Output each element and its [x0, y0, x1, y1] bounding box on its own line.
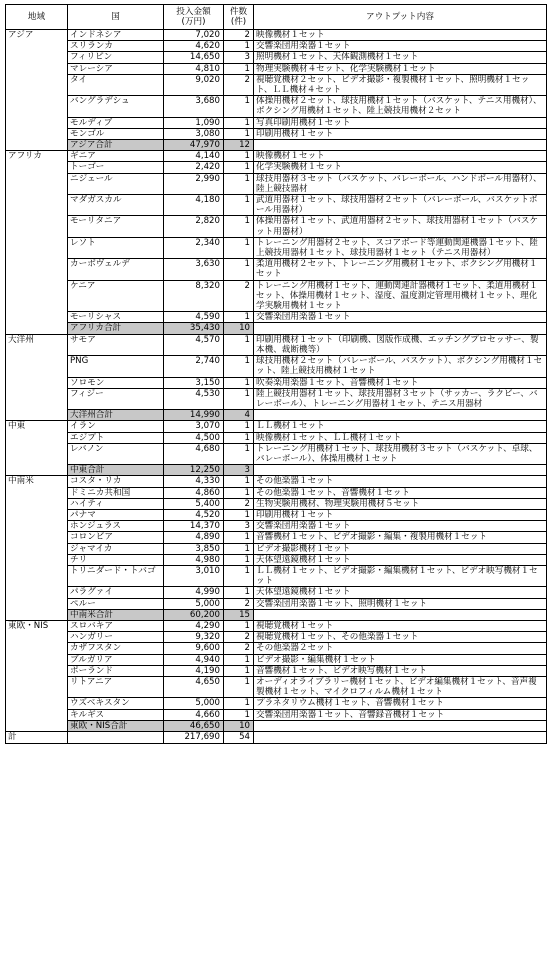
subtotal-count: 3 — [224, 465, 254, 476]
count-cell: 1 — [224, 388, 254, 409]
country-cell: PNG — [68, 356, 164, 377]
subtotal-output-empty — [254, 720, 547, 731]
subtotal-amount: 46,650 — [164, 720, 224, 731]
country-cell: イラン — [68, 421, 164, 432]
table-row — [6, 280, 547, 312]
count-cell: 1 — [224, 709, 254, 720]
country-cell: フィリピン — [68, 52, 164, 63]
subtotal-label: 大洋州合計 — [68, 410, 164, 421]
amount-cell: 7,020 — [164, 30, 224, 41]
amount-cell: 4,860 — [164, 487, 224, 498]
country-cell: モンゴル — [68, 128, 164, 139]
country-cell: スリランカ — [68, 41, 164, 52]
amount-cell: 5,400 — [164, 498, 224, 509]
count-cell: 1 — [224, 63, 254, 74]
subtotal-amount: 47,970 — [164, 140, 224, 151]
country-cell: マレーシア — [68, 63, 164, 74]
country-cell: キルギス — [68, 709, 164, 720]
output-cell: 交響楽団用楽器１セット — [254, 312, 547, 323]
country-cell: レバノン — [68, 443, 164, 464]
table-row — [6, 162, 547, 173]
subtotal-count: 10 — [224, 720, 254, 731]
output-cell: 吹奏楽用楽器１セット、音響機材１セット — [254, 377, 547, 388]
region-cell: 東欧・NIS — [6, 620, 68, 731]
country-cell: バングラデシュ — [68, 96, 164, 117]
country-cell: ドミニカ共和国 — [68, 487, 164, 498]
output-cell: 印刷用機材１セット — [254, 509, 547, 520]
table-row — [6, 128, 547, 139]
header-row — [6, 5, 547, 30]
subtotal-label: 中東合計 — [68, 465, 164, 476]
amount-cell: 4,180 — [164, 195, 224, 216]
country-cell: モルディブ — [68, 117, 164, 128]
amount-cell: 4,500 — [164, 432, 224, 443]
count-cell: 1 — [224, 665, 254, 676]
table-row — [6, 654, 547, 665]
subtotal-count: 4 — [224, 410, 254, 421]
country-cell: モーリタニア — [68, 216, 164, 237]
table-row — [6, 96, 547, 117]
output-cell: その他楽器１セット — [254, 476, 547, 487]
grand-total-row — [6, 732, 547, 744]
amount-cell: 4,290 — [164, 620, 224, 631]
count-cell: 1 — [224, 698, 254, 709]
total-country-empty — [68, 732, 164, 744]
country-cell: タイ — [68, 74, 164, 95]
country-cell: モーリシャス — [68, 312, 164, 323]
subtotal-amount: 60,200 — [164, 609, 224, 620]
country-cell: ポーランド — [68, 665, 164, 676]
count-cell: 1 — [224, 162, 254, 173]
subtotal-count: 15 — [224, 609, 254, 620]
output-cell: 映像機材１セット — [254, 151, 547, 162]
region-cell: アフリカ — [6, 151, 68, 334]
count-cell: 1 — [224, 432, 254, 443]
output-cell: 武道用器材１セット、球技用器材２セット（バレーボール、バスケットボール用器材） — [254, 195, 547, 216]
table-row — [6, 543, 547, 554]
output-cell: 柔道用機材２セット、トレーニング用機材１セット、ボクシング用機材１セット — [254, 259, 547, 280]
output-cell: 映像機材１セット、ＬＬ機材１セット — [254, 432, 547, 443]
table-row — [6, 676, 547, 697]
output-cell: 音響機材１セット、ビデオ映写機材１セット — [254, 665, 547, 676]
table-row — [6, 709, 547, 720]
count-cell: 1 — [224, 377, 254, 388]
country-cell: フィジー — [68, 388, 164, 409]
output-cell: ビデオ撮影機材１セット — [254, 543, 547, 554]
region-cell: アジア — [6, 30, 68, 151]
amount-cell: 2,340 — [164, 237, 224, 258]
table-row — [6, 259, 547, 280]
amount-cell: 14,650 — [164, 52, 224, 63]
count-cell: 1 — [224, 96, 254, 117]
amount-cell: 3,850 — [164, 543, 224, 554]
amount-cell: 4,990 — [164, 587, 224, 598]
output-cell: 視聴覚機材１セット — [254, 620, 547, 631]
count-cell: 2 — [224, 74, 254, 95]
count-cell: 1 — [224, 554, 254, 565]
country-cell: ケニア — [68, 280, 164, 312]
count-cell: 1 — [224, 237, 254, 258]
table-body — [6, 30, 547, 744]
header-region: 地域 — [6, 5, 68, 30]
count-cell: 1 — [224, 173, 254, 194]
output-cell: 音響機材１セット、ビデオ撮影・編集・複製用機材１セット — [254, 532, 547, 543]
table-row — [6, 195, 547, 216]
output-cell: 化学実験機材１セット — [254, 162, 547, 173]
aid-table — [5, 4, 547, 744]
subtotal-amount: 14,990 — [164, 410, 224, 421]
subtotal-label: アジア合計 — [68, 140, 164, 151]
output-cell: プラネタリウム機材１セット、音響機材１セット — [254, 698, 547, 709]
country-cell: コロンビア — [68, 532, 164, 543]
output-cell: 写真印刷用機材１セット — [254, 117, 547, 128]
subtotal-row — [6, 140, 547, 151]
output-cell: 交響楽団用楽器１セット、照明機材１セット — [254, 598, 547, 609]
total-amount: 217,690 — [164, 732, 224, 744]
country-cell: パラグァイ — [68, 587, 164, 598]
output-cell: 交響楽団用楽器１セット、音響録音機材１セット — [254, 709, 547, 720]
amount-cell: 2,820 — [164, 216, 224, 237]
table-row — [6, 334, 547, 355]
table-row — [6, 421, 547, 432]
amount-cell: 4,590 — [164, 312, 224, 323]
output-cell: 照明機材１セット、天体観測機材１セット — [254, 52, 547, 63]
amount-cell: 4,330 — [164, 476, 224, 487]
table-row — [6, 698, 547, 709]
amount-cell: 2,990 — [164, 173, 224, 194]
amount-cell: 14,370 — [164, 521, 224, 532]
count-cell: 2 — [224, 498, 254, 509]
header-output: アウトプット内容 — [254, 5, 547, 30]
country-cell: エジプト — [68, 432, 164, 443]
table-row — [6, 587, 547, 598]
count-cell: 2 — [224, 632, 254, 643]
output-cell: その他楽器２セット — [254, 643, 547, 654]
output-cell: 球技用機材２セット（バレーボール、バスケット）、ボクシング用機材１セット、陸上競技用機材１セット — [254, 356, 547, 377]
subtotal-row — [6, 410, 547, 421]
count-cell: 2 — [224, 280, 254, 312]
count-cell: 1 — [224, 487, 254, 498]
country-cell: トリニダード・トバゴ — [68, 565, 164, 586]
country-cell: ソロモン — [68, 377, 164, 388]
subtotal-output-empty — [254, 410, 547, 421]
table-row — [6, 643, 547, 654]
country-cell: パナマ — [68, 509, 164, 520]
count-cell: 1 — [224, 676, 254, 697]
table-row — [6, 52, 547, 63]
table-row — [6, 237, 547, 258]
region-cell: 中南米 — [6, 476, 68, 621]
amount-cell: 4,660 — [164, 709, 224, 720]
table-row — [6, 74, 547, 95]
country-cell: レソト — [68, 237, 164, 258]
table-row — [6, 632, 547, 643]
table-row — [6, 216, 547, 237]
count-cell: 1 — [224, 128, 254, 139]
output-cell: トレーニング用機材１セット、運動関連計器機材１セット、柔道用機材１セット、体操用機材１セット、湿度、温度測定管理用機材１セット、理化学実験用機材１セット — [254, 280, 547, 312]
amount-cell: 3,680 — [164, 96, 224, 117]
amount-cell: 5,000 — [164, 698, 224, 709]
subtotal-row — [6, 720, 547, 731]
count-cell: 1 — [224, 587, 254, 598]
count-cell: 1 — [224, 334, 254, 355]
subtotal-label: 東欧・NIS合計 — [68, 720, 164, 731]
subtotal-row — [6, 465, 547, 476]
amount-cell: 4,650 — [164, 676, 224, 697]
output-cell: 体操用器材１セット、武道用器材２セット、球技用器材１セット（バスケット用器材） — [254, 216, 547, 237]
header-amount: 投入金額 (万円) — [164, 5, 224, 30]
country-cell: ペルー — [68, 598, 164, 609]
table-row — [6, 476, 547, 487]
table-row — [6, 432, 547, 443]
amount-cell: 4,940 — [164, 654, 224, 665]
country-cell: ニジェール — [68, 173, 164, 194]
output-cell: 交響楽団用楽器１セット — [254, 521, 547, 532]
total-output-empty — [254, 732, 547, 744]
table-row — [6, 498, 547, 509]
table-row — [6, 554, 547, 565]
amount-cell: 4,190 — [164, 665, 224, 676]
total-count: 54 — [224, 732, 254, 744]
amount-cell: 3,150 — [164, 377, 224, 388]
count-cell: 1 — [224, 532, 254, 543]
amount-cell: 4,620 — [164, 41, 224, 52]
country-cell: ホンジュラス — [68, 521, 164, 532]
table-row — [6, 532, 547, 543]
output-cell: オーディオライブラリー機材１セット、ビデオ編集機材１セット、音声複製機材１セット、マイクロフィルム機材１セット — [254, 676, 547, 697]
count-cell: 1 — [224, 117, 254, 128]
country-cell: カーボヴェルデ — [68, 259, 164, 280]
output-cell: トレーニング用器材２セット、スコアボード等運動関連機器１セット、陸上競技用器材１セット、球技用器材１セット（テニス用器材） — [254, 237, 547, 258]
output-cell: 視聴覚機材１セット、その他楽器１セット — [254, 632, 547, 643]
table-row — [6, 356, 547, 377]
table-row — [6, 509, 547, 520]
amount-cell: 9,020 — [164, 74, 224, 95]
amount-cell: 3,010 — [164, 565, 224, 586]
amount-cell: 4,570 — [164, 334, 224, 355]
count-cell: 1 — [224, 476, 254, 487]
subtotal-label: アフリカ合計 — [68, 323, 164, 334]
subtotal-amount: 12,250 — [164, 465, 224, 476]
subtotal-count: 10 — [224, 323, 254, 334]
output-cell: 印刷用機材１セット（印刷機、図版作成機、エッチングプロセッサー、製本機、裁断機等） — [254, 334, 547, 355]
subtotal-output-empty — [254, 465, 547, 476]
output-cell: 生物実験用機材、物理実験用機材５セット — [254, 498, 547, 509]
header-count: 件数 (件) — [224, 5, 254, 30]
region-cell: 中東 — [6, 421, 68, 476]
amount-cell: 4,890 — [164, 532, 224, 543]
country-cell: マダガスカル — [68, 195, 164, 216]
table-row — [6, 487, 547, 498]
count-cell: 1 — [224, 41, 254, 52]
table-row — [6, 173, 547, 194]
amount-cell: 9,320 — [164, 632, 224, 643]
country-cell: ウズベキスタン — [68, 698, 164, 709]
table-row — [6, 665, 547, 676]
amount-cell: 2,420 — [164, 162, 224, 173]
output-cell: その他楽器１セット、音響機材１セット — [254, 487, 547, 498]
output-cell: 天体望遠鏡機材１セット — [254, 554, 547, 565]
output-cell: 体操用機材２セット、球技用機材１セット（バスケット、テニス用機材）、ボクシング用機材１セット、陸上競技用機材２セット — [254, 96, 547, 117]
subtotal-output-empty — [254, 323, 547, 334]
count-cell: 1 — [224, 565, 254, 586]
count-cell: 1 — [224, 356, 254, 377]
table-row — [6, 117, 547, 128]
count-cell: 2 — [224, 643, 254, 654]
table-row — [6, 41, 547, 52]
subtotal-amount: 35,430 — [164, 323, 224, 334]
amount-cell: 2,740 — [164, 356, 224, 377]
amount-cell: 4,530 — [164, 388, 224, 409]
count-cell: 1 — [224, 312, 254, 323]
output-cell: 陸上競技用器材１セット、球技用器材３セット（サッカー、ラクビー、バレーボール）、トレーニング用器材１セット、テニス用器材 — [254, 388, 547, 409]
amount-cell: 3,070 — [164, 421, 224, 432]
count-cell: 1 — [224, 421, 254, 432]
subtotal-output-empty — [254, 140, 547, 151]
table-row — [6, 63, 547, 74]
amount-cell: 9,600 — [164, 643, 224, 654]
count-cell: 1 — [224, 509, 254, 520]
region-cell: 大洋州 — [6, 334, 68, 421]
count-cell: 2 — [224, 30, 254, 41]
country-cell: スロバキア — [68, 620, 164, 631]
output-cell: 天体望遠鏡機材１セット — [254, 587, 547, 598]
country-cell: ジャマイカ — [68, 543, 164, 554]
table-row — [6, 521, 547, 532]
header-country: 国 — [68, 5, 164, 30]
country-cell: サモア — [68, 334, 164, 355]
amount-cell: 4,980 — [164, 554, 224, 565]
count-cell: 1 — [224, 620, 254, 631]
country-cell: コスタ・リカ — [68, 476, 164, 487]
subtotal-label: 中南米合計 — [68, 609, 164, 620]
amount-cell: 4,520 — [164, 509, 224, 520]
country-cell: チリ — [68, 554, 164, 565]
subtotal-count: 12 — [224, 140, 254, 151]
table-row — [6, 30, 547, 41]
output-cell: 映像機材１セット — [254, 30, 547, 41]
amount-cell: 8,320 — [164, 280, 224, 312]
table-row — [6, 388, 547, 409]
output-cell: ＬＬ機材１セット — [254, 421, 547, 432]
count-cell: 1 — [224, 543, 254, 554]
count-cell: 1 — [224, 654, 254, 665]
amount-cell: 3,080 — [164, 128, 224, 139]
total-label: 計 — [6, 732, 68, 744]
table-row — [6, 620, 547, 631]
table-row — [6, 565, 547, 586]
amount-cell: 4,680 — [164, 443, 224, 464]
country-cell: カザフスタン — [68, 643, 164, 654]
table-row — [6, 598, 547, 609]
amount-cell: 1,090 — [164, 117, 224, 128]
count-cell: 1 — [224, 151, 254, 162]
table-row — [6, 377, 547, 388]
table-row — [6, 151, 547, 162]
country-cell: リトアニア — [68, 676, 164, 697]
country-cell: ギニア — [68, 151, 164, 162]
count-cell: 1 — [224, 259, 254, 280]
count-cell: 2 — [224, 598, 254, 609]
country-cell: インドネシア — [68, 30, 164, 41]
output-cell: 物理実験機材４セット、化学実験機材１セット — [254, 63, 547, 74]
aid-table-container — [5, 4, 547, 744]
subtotal-row — [6, 609, 547, 620]
country-cell: ブルガリア — [68, 654, 164, 665]
amount-cell: 4,140 — [164, 151, 224, 162]
table-row — [6, 443, 547, 464]
output-cell: 交響楽団用楽器１セット — [254, 41, 547, 52]
count-cell: 1 — [224, 216, 254, 237]
count-cell: 3 — [224, 52, 254, 63]
output-cell: トレーニング用機材１セット、球技用機材３セット（バスケット、卓球、バレーボール）、体操用機材１セット — [254, 443, 547, 464]
country-cell: トーゴー — [68, 162, 164, 173]
count-cell: 3 — [224, 521, 254, 532]
amount-cell: 3,630 — [164, 259, 224, 280]
output-cell: ＬＬ機材１セット、ビデオ撮影・編集機材１セット、ビデオ映写機材１セット — [254, 565, 547, 586]
amount-cell: 4,810 — [164, 63, 224, 74]
country-cell: ハンガリー — [68, 632, 164, 643]
output-cell: ビデオ撮影・編集機材１セット — [254, 654, 547, 665]
output-cell: 球技用器材３セット（バスケット、バレーボール、ハンドボール用器材）、陸上競技器材 — [254, 173, 547, 194]
subtotal-row — [6, 323, 547, 334]
count-cell: 1 — [224, 195, 254, 216]
output-cell: 視聴覚機材２セット、ビデオ撮影・複製機材１セット、照明機材１セット、ＬＬ機材４セット — [254, 74, 547, 95]
table-row — [6, 312, 547, 323]
amount-cell: 5,000 — [164, 598, 224, 609]
output-cell: 印刷用機材１セット — [254, 128, 547, 139]
subtotal-output-empty — [254, 609, 547, 620]
country-cell: ハイティ — [68, 498, 164, 509]
count-cell: 1 — [224, 443, 254, 464]
